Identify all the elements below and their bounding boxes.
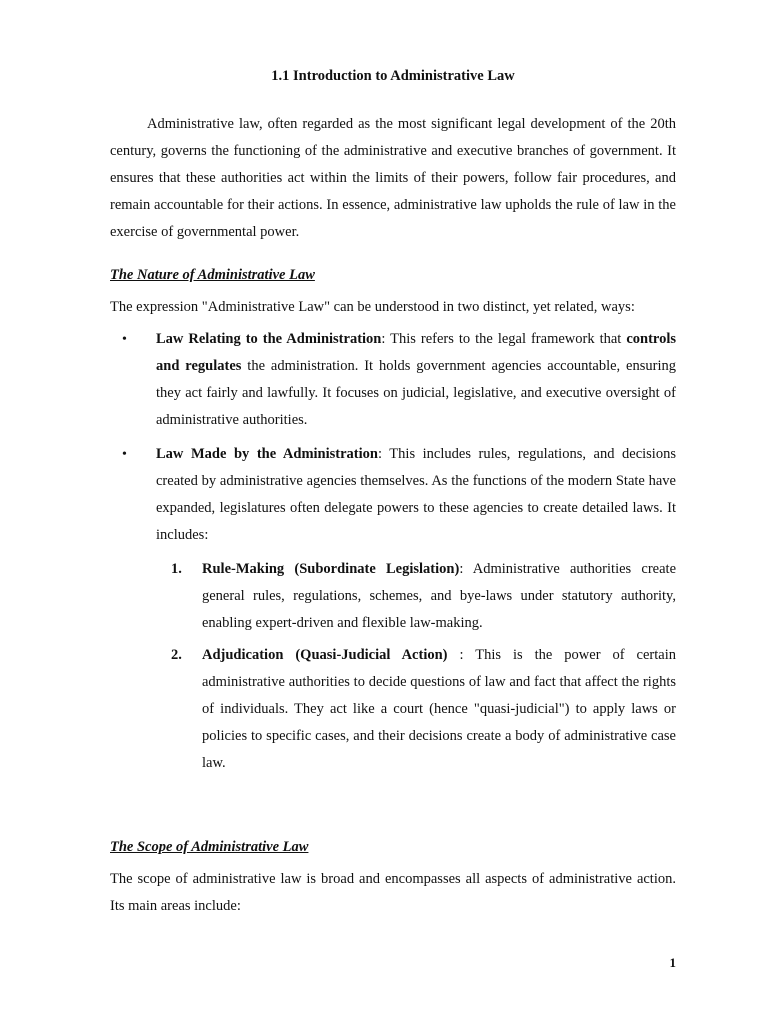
nature-intro: The expression "Administrative Law" can be understood in two distinct, yet related, ways: bbox=[110, 299, 635, 315]
item-number: 1. bbox=[171, 561, 182, 577]
scope-paragraph: The scope of administrative law is broad and encompasses all aspects of administrative action. Its main areas include: bbox=[110, 871, 676, 914]
numbered-item-rule-making bbox=[156, 556, 676, 637]
bullet-item-law-relating bbox=[110, 326, 676, 434]
bullet-term: Law Relating to the Administration bbox=[156, 331, 382, 347]
nature-heading: The Nature of Administrative Law bbox=[110, 267, 315, 283]
bullet-term: Law Made by the Administration bbox=[156, 446, 378, 462]
page-content bbox=[110, 64, 676, 920]
page-number: 1 bbox=[669, 955, 676, 970]
bullet-icon: • bbox=[122, 332, 127, 347]
numbered-item-term: Rule-Making (Subordinate Legislation) bbox=[202, 561, 460, 577]
bullet-body: : This refers to the legal framework that bbox=[381, 331, 627, 347]
numbered-item-body: : This is the power of certain administrative authorities to decide questions of law and fact that affect the rights of individuals. They act like a court (hence "quasi-judicial") to apply laws or policies to specific cases, and their decisions create a body of administrative case law. bbox=[202, 647, 676, 771]
numbered-sublist bbox=[156, 556, 676, 777]
section-spacer bbox=[110, 784, 676, 818]
numbered-item-text bbox=[202, 642, 676, 777]
intro-paragraph: Administrative law, often regarded as the most significant legal development of the 20th century, governs the functioning of the administrative and executive branches of government. It ensures that these authorities act within the limits of their powers, follow fair procedures, and remain accountable for their actions. In essence, administrative law upholds the rule of law in the exercise of governmental power. bbox=[110, 116, 676, 240]
bullet-body: : This includes rules, regulations, and decisions created by administrative agencies themselves. As the functions of the modern State have expanded, legislatures often delegate powers to these agencies to create detailed laws. It includes: bbox=[156, 446, 676, 543]
numbered-item-term: Adjudication (Quasi-Judicial Action) bbox=[202, 647, 448, 663]
numbered-item-adjudication bbox=[156, 642, 676, 777]
numbered-item-text bbox=[202, 556, 676, 637]
bullet-text bbox=[156, 441, 676, 549]
bullet-text bbox=[156, 326, 676, 434]
bullet-item-law-made bbox=[110, 441, 676, 777]
bullet-body: the administration. It holds government agencies accountable, ensuring they act fairly and lawfully. It focuses on judicial, legislative, and executive oversight of administrative authorities. bbox=[156, 358, 676, 428]
nature-bullet-list bbox=[110, 326, 676, 777]
page-title: 1.1 Introduction to Administrative Law bbox=[271, 68, 515, 84]
bullet-bold-phrase: controls and regulates bbox=[156, 331, 676, 374]
bullet-icon: • bbox=[122, 447, 127, 462]
item-number: 2. bbox=[171, 647, 182, 663]
numbered-item-body: : Administrative authorities create general rules, regulations, schemes, and bye-laws under statutory authority, enabling expert-driven and flexible law-making. bbox=[202, 561, 677, 631]
scope-heading: The Scope of Administrative Law bbox=[110, 839, 309, 855]
